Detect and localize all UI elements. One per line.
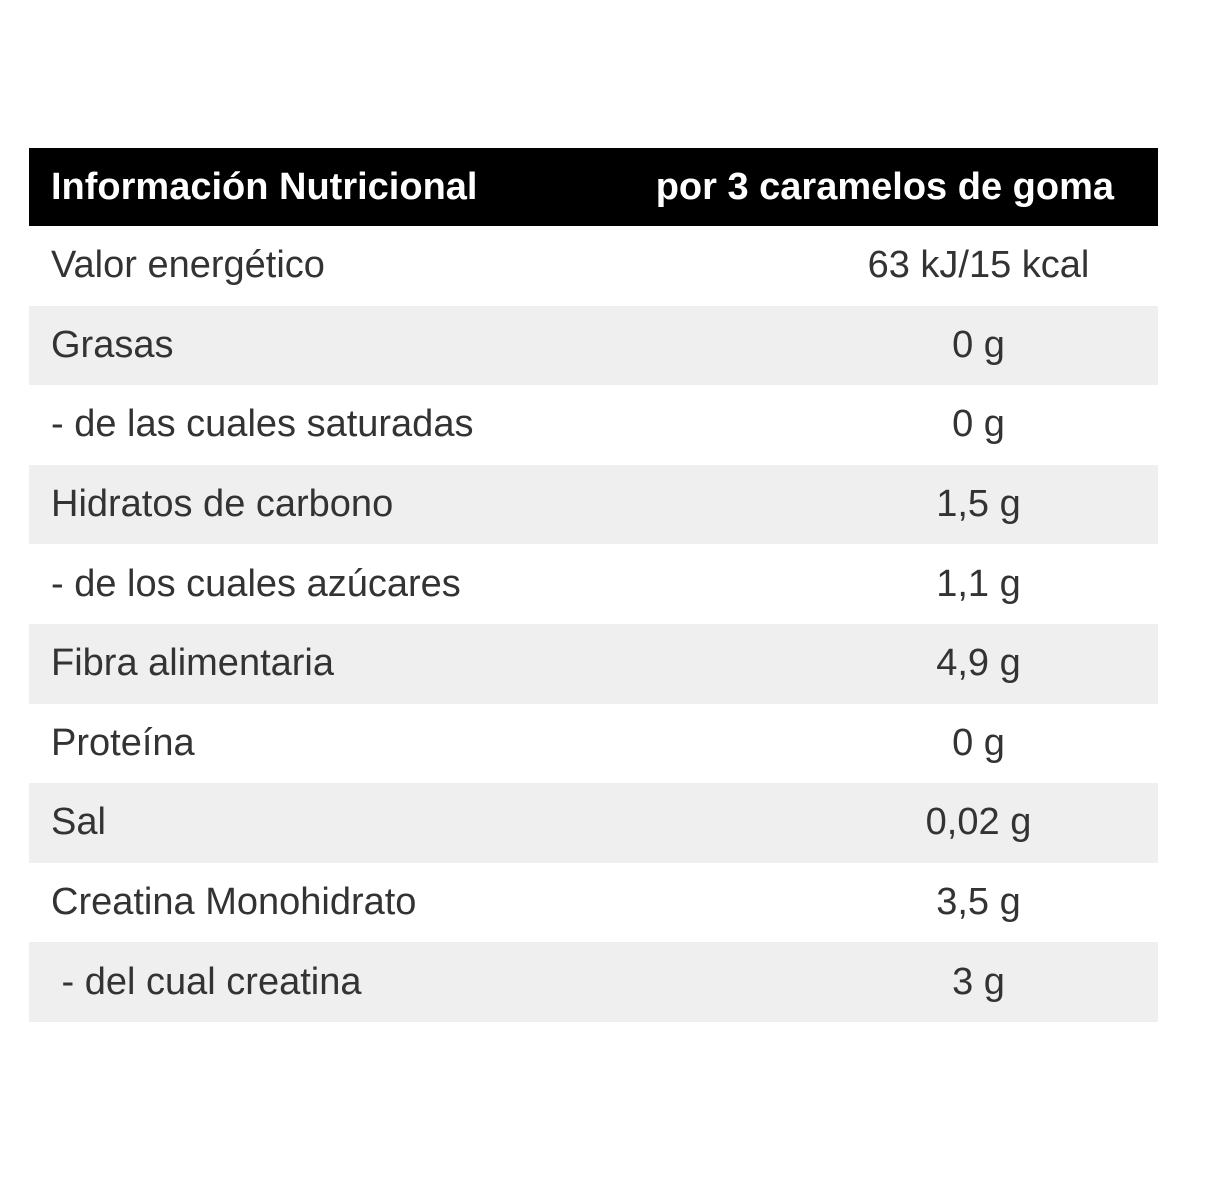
row-value: 0 g (952, 721, 1005, 764)
table-row-fats (29, 306, 1158, 386)
row-value: 63 kJ/15 kcal (867, 244, 1090, 287)
row-label: Proteína (51, 721, 195, 764)
table-row-creatine (29, 942, 1158, 1022)
row-label: Fibra alimentaria (51, 642, 334, 685)
row-value: 3,5 g (936, 881, 1021, 924)
table-row-fiber (29, 624, 1158, 704)
row-value: 1,1 g (936, 562, 1021, 605)
header-label: Información Nutricional (51, 165, 478, 208)
row-value: 0,02 g (925, 801, 1032, 844)
row-label: Hidratos de carbono (51, 483, 394, 526)
row-label: Grasas (51, 323, 174, 366)
table-row-sugars (29, 544, 1158, 624)
row-label: - del cual creatina (51, 960, 362, 1003)
row-value: 0 g (952, 323, 1005, 366)
table-row-protein (29, 704, 1158, 784)
table-row-salt (29, 783, 1158, 863)
row-label: Valor energético (51, 244, 325, 287)
table-row-energy (29, 226, 1158, 306)
table-row-saturated (29, 385, 1158, 465)
row-value: 1,5 g (936, 483, 1021, 526)
row-label: Creatina Monohidrato (51, 881, 417, 924)
table-row-creatine-monohydrate (29, 863, 1158, 943)
row-label: - de las cuales saturadas (51, 403, 474, 446)
row-label: - de los cuales azúcares (51, 562, 461, 605)
nutrition-table (29, 148, 1158, 1022)
row-label: Sal (51, 801, 106, 844)
row-value: 3 g (952, 960, 1005, 1003)
header-value: por 3 caramelos de goma (655, 165, 1114, 208)
row-value: 0 g (952, 403, 1005, 446)
table-row-carbohydrates (29, 465, 1158, 545)
table-header (29, 148, 1158, 226)
row-value: 4,9 g (936, 642, 1021, 685)
